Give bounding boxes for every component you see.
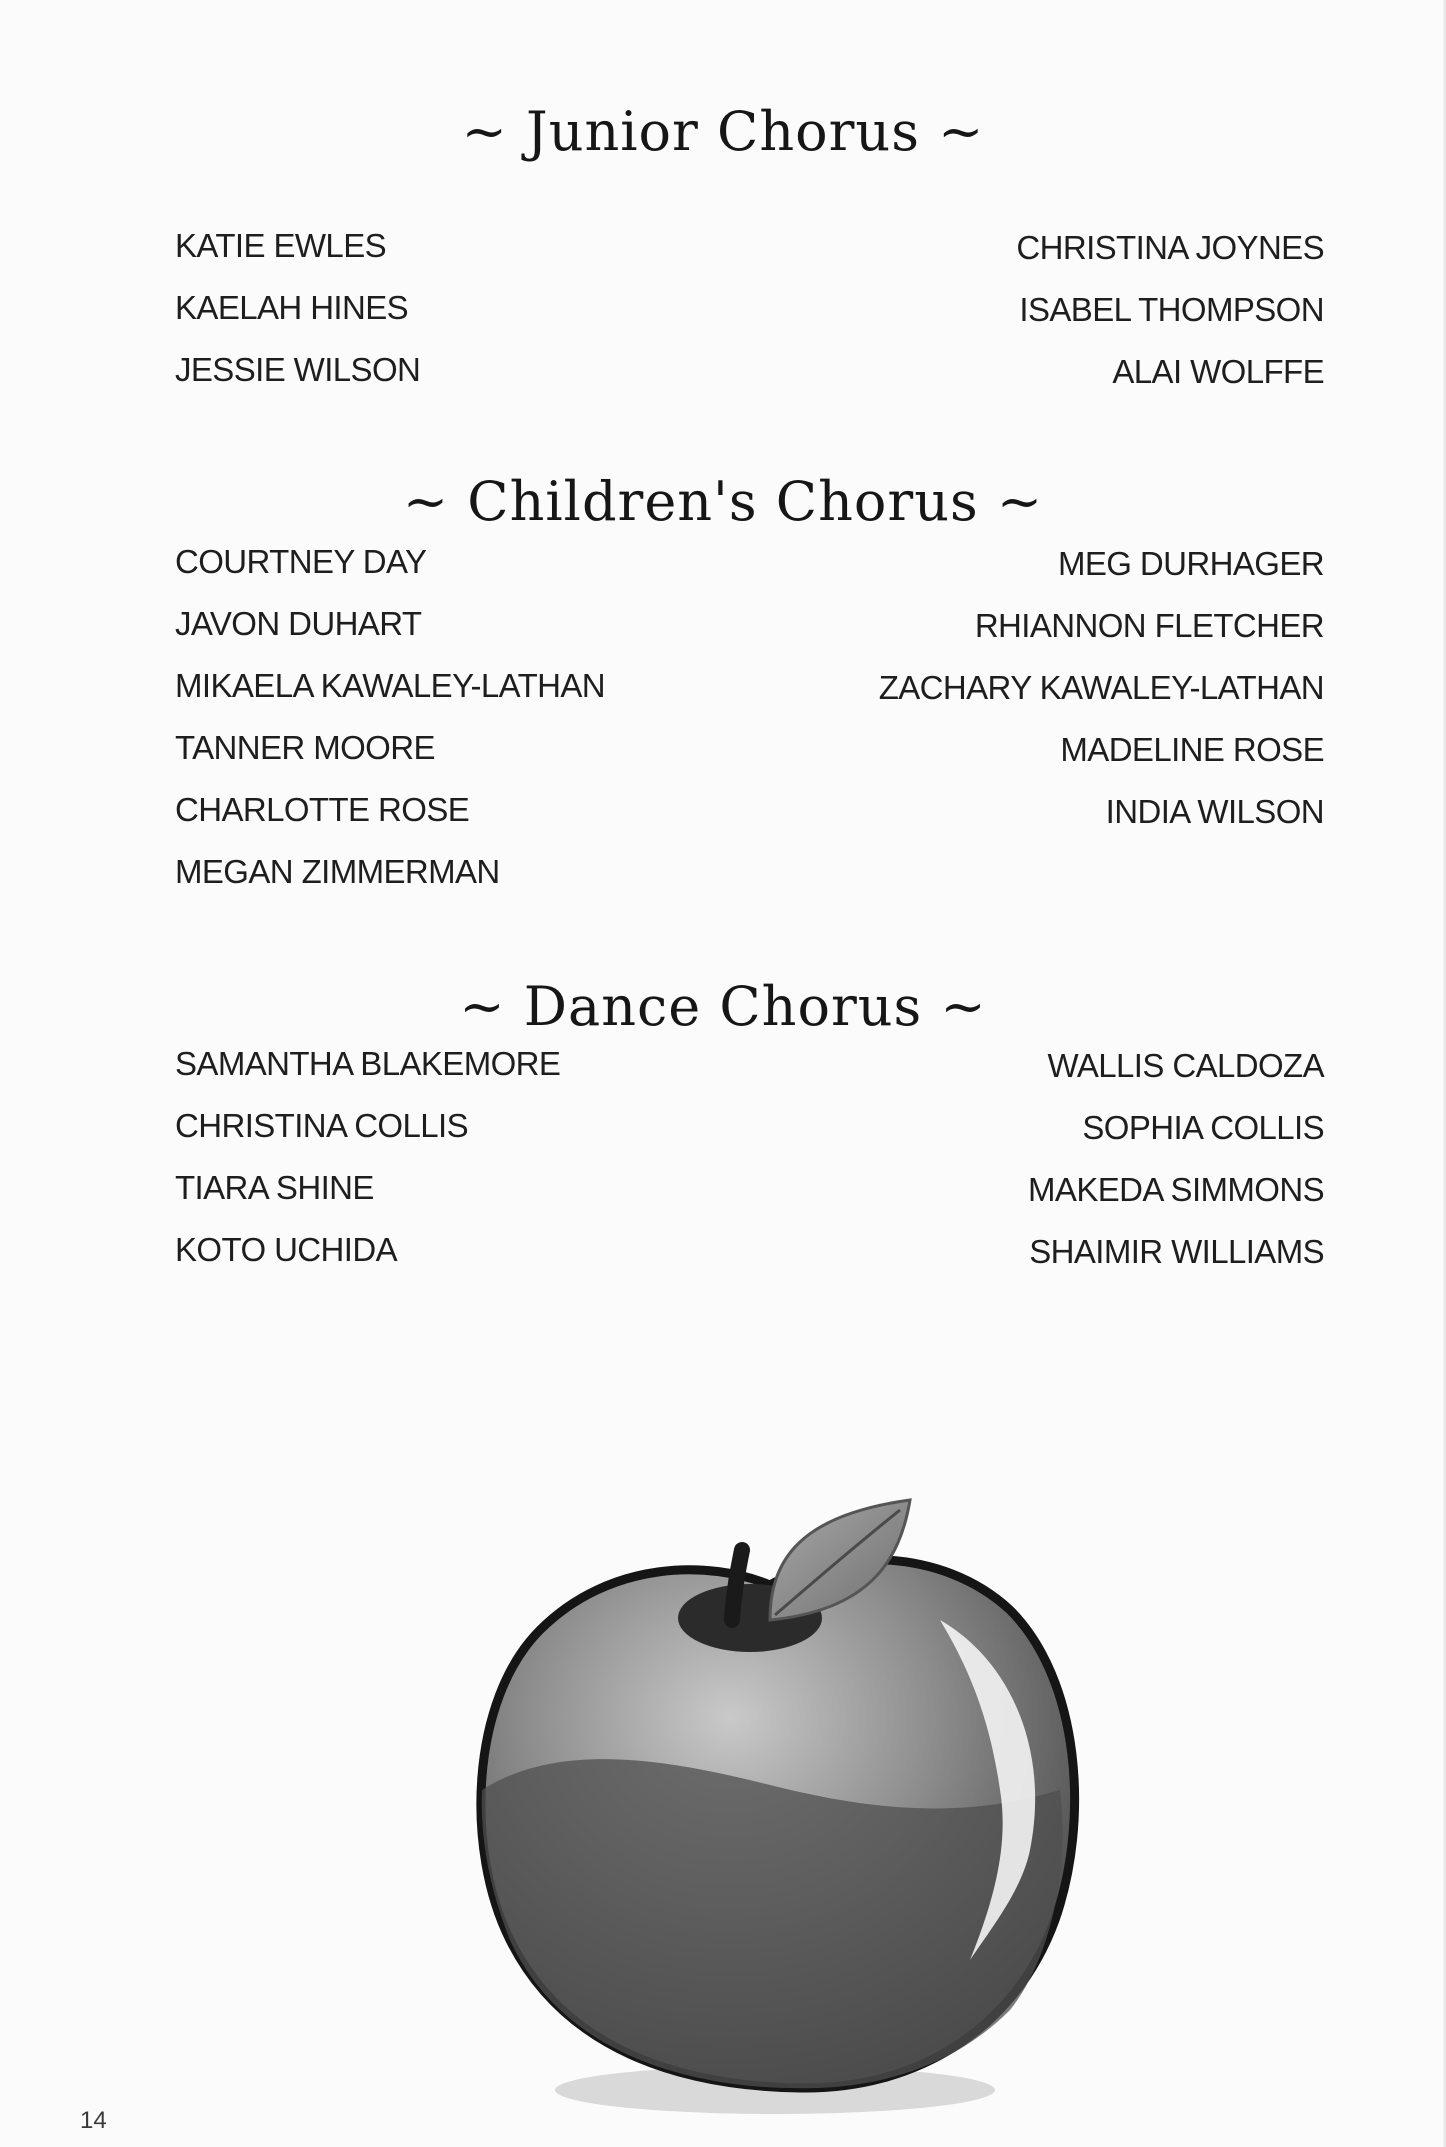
list-item: MEG DURHAGER — [1058, 545, 1324, 582]
list-item: KATIE EWLES — [175, 227, 387, 264]
list-item: INDIA WILSON — [1105, 793, 1324, 830]
junior-chorus-right-list — [1016, 217, 1324, 403]
list-item: ZACHARY KAWALEY-LATHAN — [878, 669, 1324, 706]
apple-dark-band — [482, 1759, 1063, 2088]
list-item: CHRISTINA JOYNES — [1016, 229, 1324, 266]
list-item: ISABEL THOMPSON — [1019, 291, 1324, 328]
apple-stem — [732, 1550, 742, 1620]
list-item: JAVON DUHART — [175, 605, 422, 642]
list-item: WALLIS CALDOZA — [1047, 1047, 1324, 1084]
list-item: CHRISTINA COLLIS — [175, 1107, 468, 1144]
list-item: MAKEDA SIMMONS — [1028, 1171, 1324, 1208]
list-item: TANNER MOORE — [175, 729, 435, 766]
list-item: CHARLOTTE ROSE — [175, 791, 470, 828]
junior-chorus-heading: ~ Junior Chorus ~ — [461, 100, 985, 163]
junior-chorus-left-list — [175, 215, 420, 401]
list-item: ALAI WOLFFE — [1112, 353, 1324, 390]
list-item: COURTNEY DAY — [175, 543, 427, 580]
dance-chorus-right-list — [1028, 1035, 1324, 1283]
list-item: SOPHIA COLLIS — [1082, 1109, 1324, 1146]
childrens-chorus-heading: ~ Children's Chorus ~ — [402, 470, 1044, 533]
list-item: MIKAELA KAWALEY-LATHAN — [175, 667, 606, 704]
list-item: MADELINE ROSE — [1060, 731, 1324, 768]
list-item: SAMANTHA BLAKEMORE — [175, 1045, 561, 1082]
dance-chorus-heading: ~ Dance Chorus ~ — [459, 975, 987, 1038]
list-item: KOTO UCHIDA — [175, 1231, 397, 1268]
list-item: SHAIMIR WILLIAMS — [1029, 1233, 1324, 1270]
list-item: KAELAH HINES — [175, 289, 409, 326]
list-item: TIARA SHINE — [175, 1169, 374, 1206]
page-number: 14 — [80, 2107, 107, 2134]
apple-icon — [470, 1490, 1090, 2130]
childrens-chorus-right-list — [879, 533, 1324, 843]
list-item: RHIANNON FLETCHER — [974, 607, 1324, 644]
list-item: MEGAN ZIMMERMAN — [175, 853, 500, 890]
childrens-chorus-left-list — [175, 531, 605, 903]
list-item: JESSIE WILSON — [175, 351, 421, 388]
dance-chorus-left-list — [175, 1033, 560, 1281]
